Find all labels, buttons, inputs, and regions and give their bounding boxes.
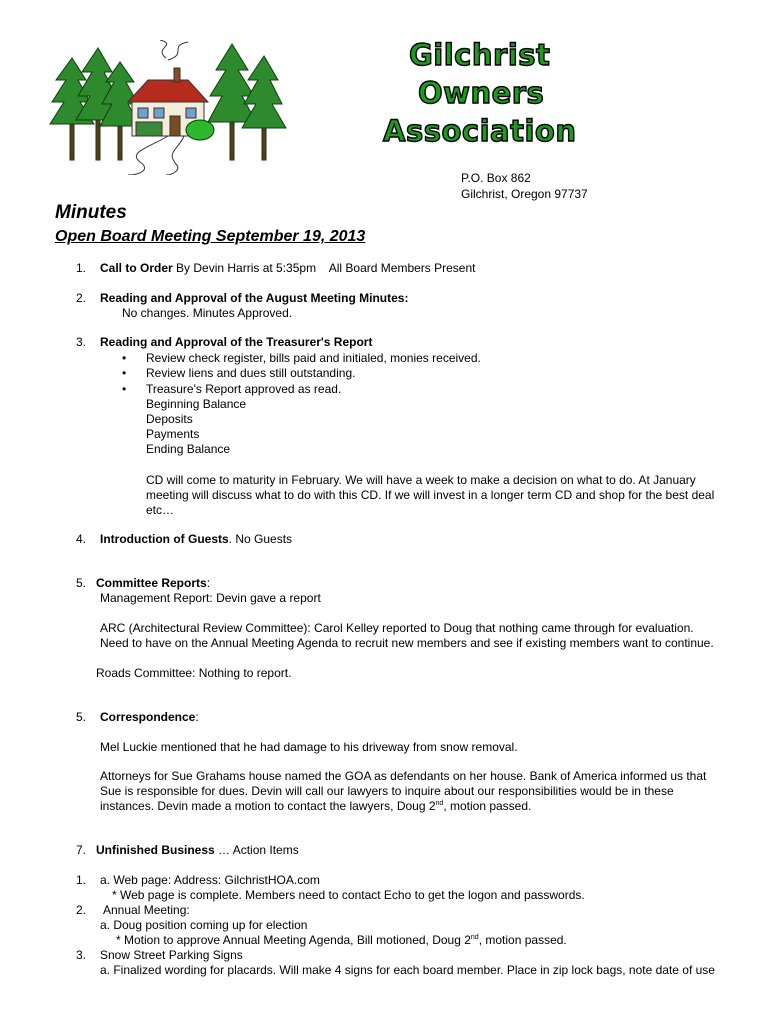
action-doug: a. Doug position coming up for election bbox=[100, 918, 308, 932]
approval-label: Reading and Approval of the August Meeting Minutes: bbox=[100, 291, 409, 305]
arc-report-line: Need to have on the Annual Meeting Agenda to recruit new members and see if existing members want to continue. bbox=[100, 636, 714, 650]
doc-title-minutes: Minutes bbox=[55, 202, 127, 223]
action-annual: Annual Meeting: bbox=[103, 903, 190, 917]
action-snow: Snow Street Parking Signs bbox=[100, 948, 243, 962]
guests-label: Introduction of Guests bbox=[100, 532, 229, 546]
ordinal-suffix: nd bbox=[470, 934, 479, 941]
roads-report: Roads Committee: Nothing to report. bbox=[96, 666, 292, 680]
item-number: 1. bbox=[76, 261, 87, 275]
org-name-line-1: Gilchrist bbox=[409, 38, 551, 72]
meeting-title: Open Board Meeting September 19, 2013 bbox=[55, 228, 366, 245]
treasurer-label: Reading and Approval of the Treasurer's Report bbox=[100, 335, 373, 349]
action-number: 2. bbox=[76, 903, 87, 917]
action-motion-text: * Motion to approve Annual Meeting Agenda, Bill motioned, Doug 2 bbox=[116, 933, 471, 947]
action-number: 3. bbox=[76, 948, 87, 962]
attorneys-motion-text: instances. Devin made a motion to contact the lawyers, Doug 2 bbox=[100, 799, 436, 813]
approval-note: No changes. Minutes Approved. bbox=[122, 306, 293, 320]
bush bbox=[186, 120, 214, 140]
mel-note: Mel Luckie mentioned that he had damage to his driveway from snow removal. bbox=[100, 740, 518, 754]
item-number: 4. bbox=[76, 532, 87, 546]
item-number: 7. bbox=[76, 843, 87, 857]
arc-report-line: ARC (Architectural Review Committee): Carol Kelley reported to Doug that nothing came through for evaluation. bbox=[100, 621, 694, 635]
org-name-line-2: Owners bbox=[418, 76, 545, 110]
attorneys-motion-result: , motion passed. bbox=[443, 799, 532, 813]
org-name-line-3: Association bbox=[383, 114, 577, 148]
association-logo bbox=[48, 40, 298, 175]
chimney-smoke bbox=[160, 40, 188, 60]
attorneys-line: Attorneys for Sue Grahams house named the GOA as defendants on her house. Bank of America informed us that bbox=[100, 769, 707, 783]
correspondence-line bbox=[100, 710, 199, 724]
address-line-2: Gilchrist, Oregon 97737 bbox=[461, 187, 588, 201]
tree-cluster-left bbox=[50, 48, 140, 160]
unfinished-label: Unfinished Business bbox=[96, 843, 215, 857]
committee-label: Committee Reports bbox=[96, 576, 207, 590]
item-number: 3. bbox=[76, 335, 87, 349]
unfinished-text: … Action Items bbox=[214, 843, 299, 857]
address-line-1: P.O. Box 862 bbox=[461, 171, 531, 185]
tree-cluster-right bbox=[208, 44, 286, 160]
attorneys-line: Sue is responsible for dues. Devin will call our lawyers to inquire about our responsibilities would be in these bbox=[100, 784, 674, 798]
unfinished-line bbox=[96, 843, 299, 857]
cd-note-line: etc… bbox=[146, 503, 175, 517]
call-to-order-text: By Devin Harris at 5:35pm All Board Members Present bbox=[172, 261, 476, 275]
action-motion-result: , motion passed. bbox=[478, 933, 567, 947]
action-web-note: * Web page is complete. Members need to contact Echo to get the logon and passwords. bbox=[112, 888, 585, 902]
action-number: 1. bbox=[76, 873, 87, 887]
call-to-order-line bbox=[100, 261, 475, 275]
committee-line bbox=[96, 576, 210, 590]
guests-text: . No Guests bbox=[228, 532, 293, 546]
balance-line: Deposits bbox=[146, 412, 193, 426]
treasurer-bullet: • Review check register, bills paid and initialed, monies received. bbox=[146, 351, 481, 365]
action-motion-line bbox=[116, 933, 567, 947]
management-report: Management Report: Devin gave a report bbox=[100, 591, 321, 605]
item-number: 5. bbox=[76, 710, 87, 724]
cd-note-line: CD will come to maturity in February. We will have a week to make a decision on what to do. At January bbox=[146, 473, 696, 487]
correspondence-colon: : bbox=[195, 710, 199, 724]
cd-note-line: meeting will discuss what to do with this CD. If we will invest in a longer term CD and shop for the best deal bbox=[146, 488, 715, 502]
call-to-order-label: Call to Order bbox=[100, 261, 173, 275]
treasurer-bullet: • Review liens and dues still outstanding. bbox=[146, 366, 355, 380]
guests-line bbox=[100, 532, 292, 546]
action-web: a. Web page: Address: GilchristHOA.com bbox=[100, 873, 320, 887]
item-number: 5. bbox=[76, 576, 87, 590]
ordinal-suffix: nd bbox=[435, 800, 444, 807]
correspondence-label: Correspondence bbox=[100, 710, 196, 724]
balance-line: Payments bbox=[146, 427, 200, 441]
item-number: 2. bbox=[76, 291, 87, 305]
balance-line: Beginning Balance bbox=[146, 397, 247, 411]
action-placards: a. Finalized wording for placards. Will make 4 signs for each board member. Place in zip lock bags, note date of use bbox=[100, 963, 715, 977]
committee-colon: : bbox=[206, 576, 211, 590]
attorneys-motion-line bbox=[100, 799, 531, 813]
treasurer-bullet: • Treasure's Report approved as read. bbox=[146, 382, 341, 396]
balance-line: Ending Balance bbox=[146, 442, 231, 456]
driveway bbox=[128, 136, 184, 175]
